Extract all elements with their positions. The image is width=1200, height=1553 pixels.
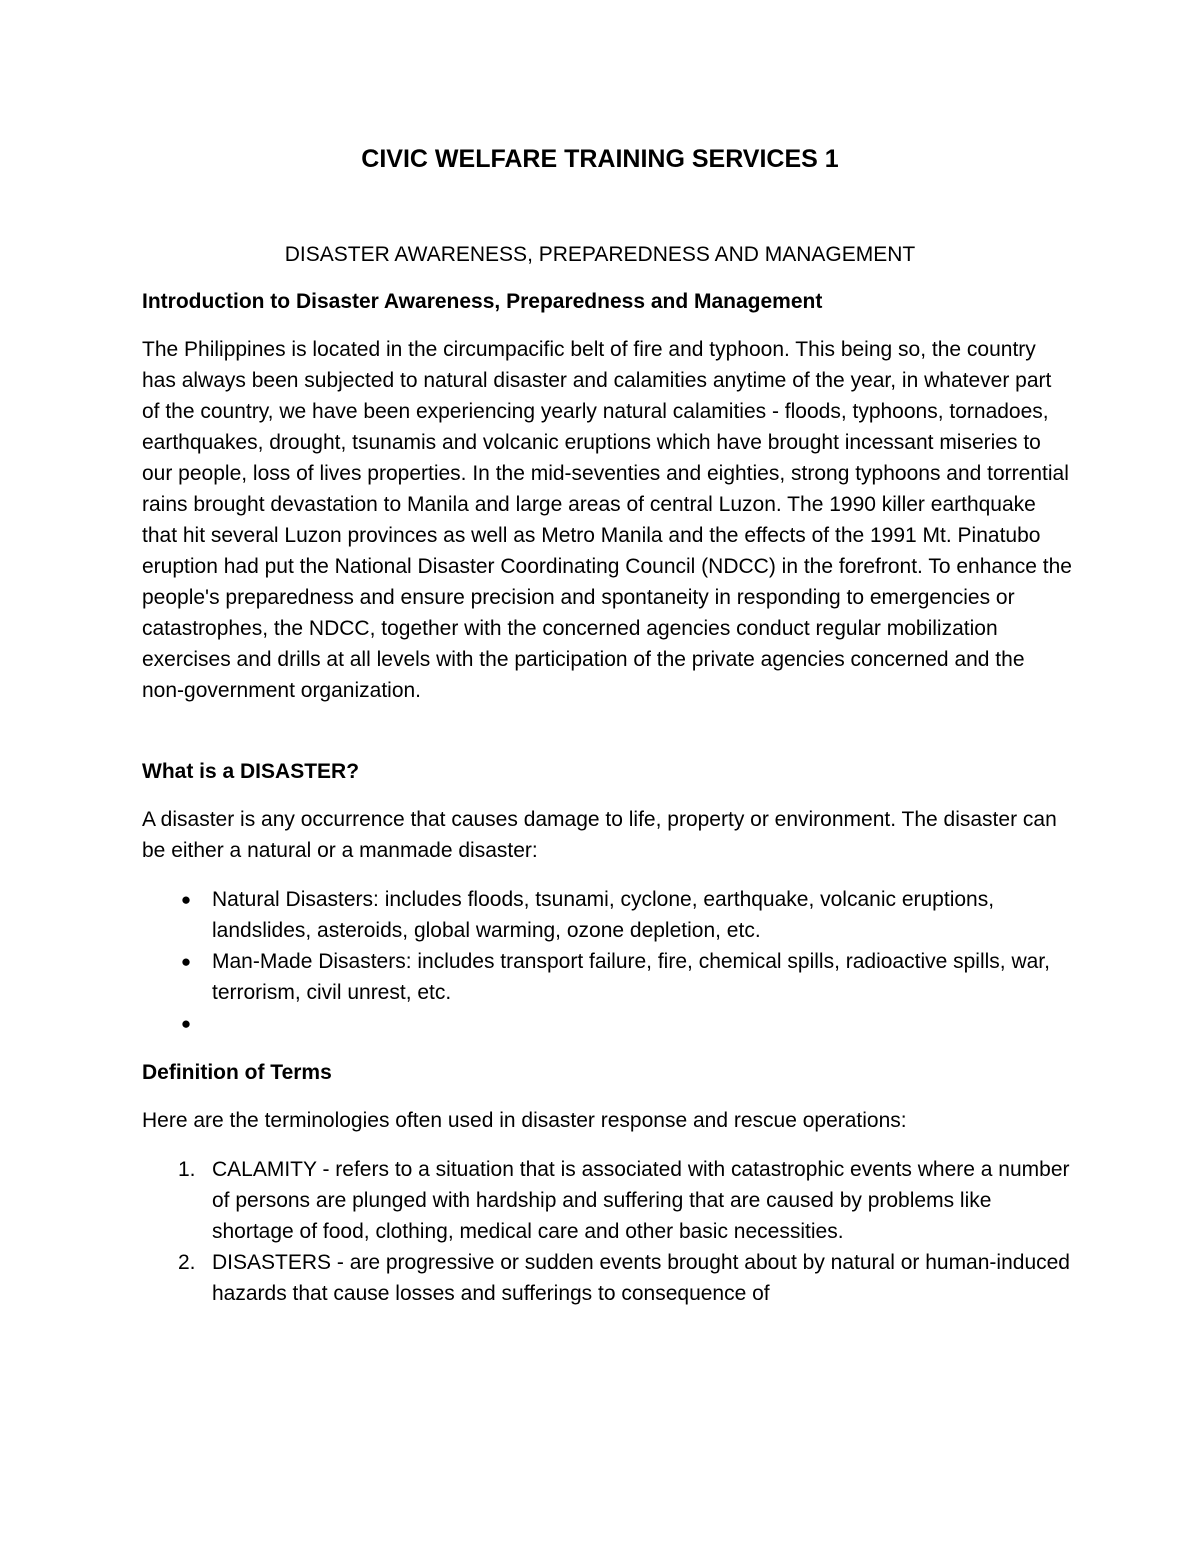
bullet-icon: ● <box>180 1014 192 1033</box>
disaster-paragraph: A disaster is any occurrence that causes damage to life, property or environment. The disaster can be either a natural or a manmade disaster: <box>142 808 1057 862</box>
list-number: 2. <box>178 1251 196 1274</box>
list-item-text: Man-Made Disasters: includes transport failure, fire, chemical spills, radioactive spills, war, terrorism, civil unrest, etc. <box>212 950 1050 1004</box>
list-item <box>142 1008 1072 1039</box>
terms-paragraph: Here are the terminologies often used in disaster response and rescue operations: <box>142 1109 907 1132</box>
document-title: CIVIC WELFARE TRAINING SERVICES 1 <box>361 145 839 173</box>
list-item-text: Natural Disasters: includes floods, tsunami, cyclone, earthquake, volcanic eruptions, landslides, asteroids, global warming, ozone depletion, etc. <box>212 888 995 942</box>
terms-list <box>142 1154 1072 1309</box>
terms-heading: Definition of Terms <box>142 1061 332 1084</box>
list-item <box>142 1247 1072 1309</box>
bullet-icon: ● <box>180 890 192 909</box>
document-body <box>142 286 1072 1309</box>
list-item <box>142 1154 1072 1247</box>
list-item-text: DISASTERS - are progressive or sudden events brought about by natural or human-induced hazards that cause losses and sufferings to consequence of <box>212 1251 1070 1305</box>
list-item <box>142 946 1072 1008</box>
list-number: 1. <box>178 1158 196 1181</box>
intro-paragraph: The Philippines is located in the circumpacific belt of fire and typhoon. This being so, the country has always been subjected to natural disaster and calamities anytime of the year, in whatever part of the country, we have been experiencing yearly natural calamities - floods, typhoons, tornadoes, earthquakes, drought, tsunamis and volcanic eruptions which have brought incessant miseries to our people, loss of lives properties. In the mid-seventies and eighties, strong typhoons and torrential rains brought devastation to Manila and large areas of central Luzon. The 1990 killer earthquake that hit several Luzon provinces as well as Metro Manila and the effects of the 1991 Mt. Pinatubo eruption had put the National Disaster Coordinating Council (NDCC) in the forefront. To enhance the people's preparedness and ensure precision and spontaneity in responding to emergencies or catastrophes, the NDCC, together with the concerned agencies conduct regular mobilization exercises and drills at all levels with the participation of the private agencies concerned and the non-government organization. <box>142 338 1072 702</box>
disaster-types-list <box>142 884 1072 1039</box>
list-item-text: CALAMITY - refers to a situation that is associated with catastrophic events where a number of persons are plunged with hardship and suffering that are caused by problems like shortage of food, clothing, medical care and other basic necessities. <box>212 1158 1070 1243</box>
bullet-icon: ● <box>180 952 192 971</box>
document-subtitle: DISASTER AWARENESS, PREPAREDNESS AND MANAGEMENT <box>284 243 916 266</box>
intro-heading: Introduction to Disaster Awareness, Preparedness and Management <box>142 290 823 313</box>
disaster-heading: What is a DISASTER? <box>142 760 360 783</box>
list-item <box>142 884 1072 946</box>
